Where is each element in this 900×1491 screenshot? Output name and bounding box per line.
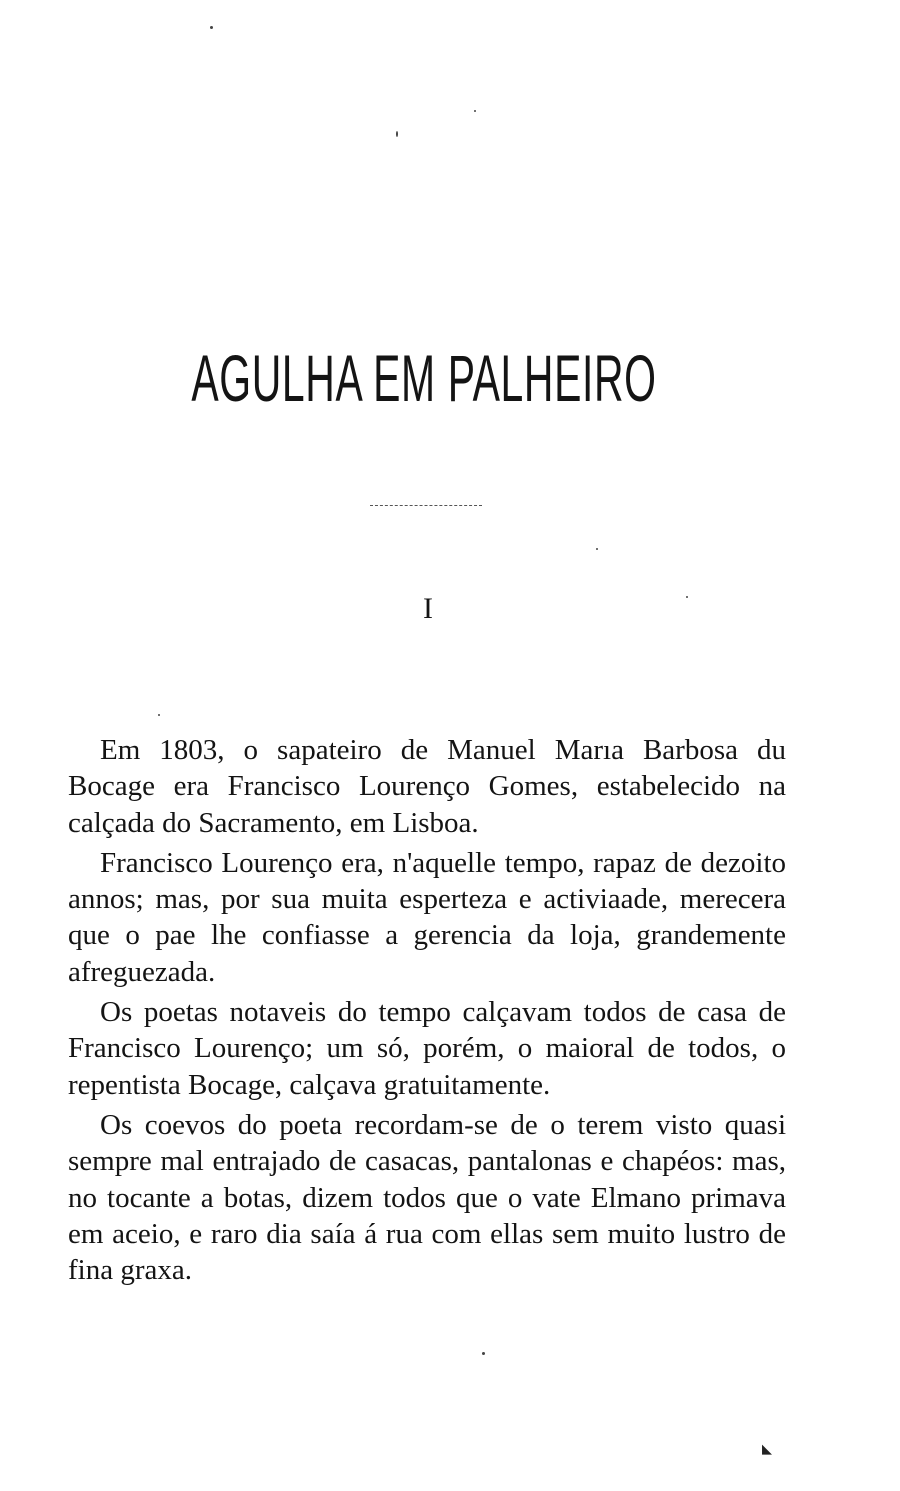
title-divider xyxy=(370,505,482,508)
paragraph: Os coevos do poeta recordam-se de o terem visto quasi sempre mal entrajado de casacas, pantalonas e chapéos: mas, no tocante a botas, dizem todos que o vate Elmano primava em aceio, e raro dia saía á rua com ellas sem muito lustro de fina graxa. xyxy=(68,1108,786,1287)
print-speck xyxy=(210,26,213,29)
page-title: AGULHA EM PALHEIRO xyxy=(191,341,657,415)
chapter-number: I xyxy=(423,592,433,625)
print-speck xyxy=(474,110,476,112)
paragraph: Os poetas notaveis do tempo calçavam todos de casa de Francisco Lourenço; um só, porém, o maioral de todos, o repentista Bocage, calçava gratuitamente. xyxy=(68,996,786,1101)
page-corner-mark-icon: ◣ xyxy=(762,1442,772,1457)
print-speck xyxy=(396,131,398,137)
print-speck xyxy=(482,1352,485,1355)
body-text xyxy=(68,732,786,1292)
paragraph: Em 1803, o sapateiro de Manuel Marıa Barbosa du Bocage era Francisco Lourenço Gomes, estabelecido na calçada do Sacramento, em Lisboa. xyxy=(68,734,786,839)
print-speck xyxy=(158,714,160,716)
paragraph: Francisco Lourenço era, n'aquelle tempo, rapaz de dezoito annos; mas, por sua muita esperteza e activiaade, merecera que o pae lhe confiasse a gerencia da loja, grandemente afreguezada. xyxy=(68,846,786,988)
print-speck xyxy=(596,548,598,550)
